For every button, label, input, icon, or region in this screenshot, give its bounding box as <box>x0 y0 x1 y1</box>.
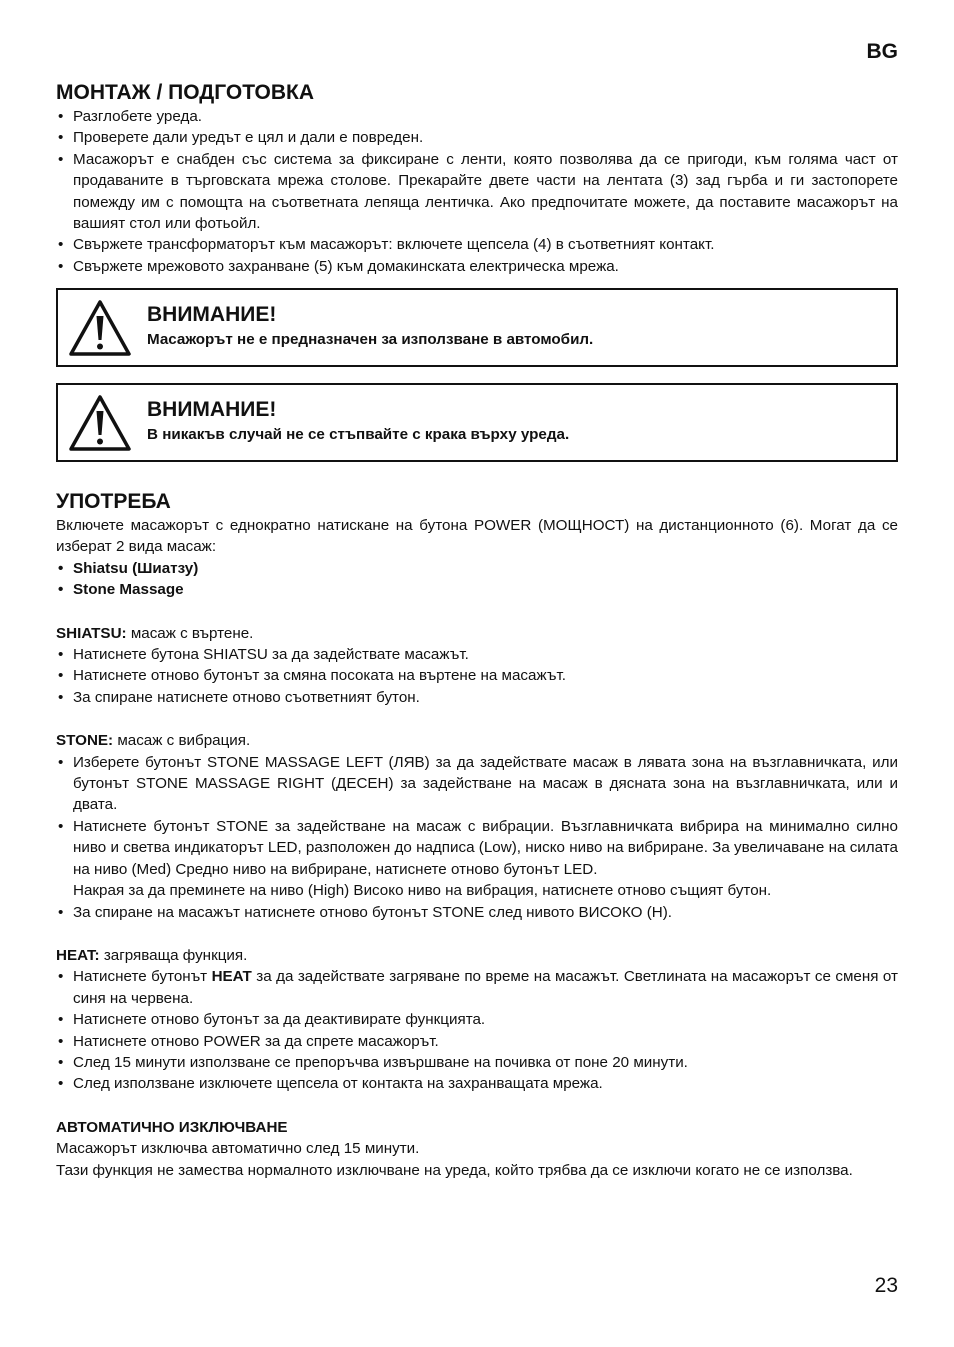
warning-box-1 <box>56 288 898 367</box>
warning-triangle-icon <box>68 298 132 358</box>
list-item: • Shiatsu (Шиатзу) <box>56 558 898 579</box>
auto-off-line: Масажорът изключва автоматично след 15 минути. <box>56 1140 420 1158</box>
list-item <box>56 966 898 1009</box>
usage-intro: Включете масажорът с еднократно натискане на бутона POWER (МОЩНОСТ) на дистанционното (6). Могат да се изберат 2 вида масаж: <box>56 517 898 556</box>
list-item: • Масажорът е снабден със система за фиксиране с ленти, която позволява да се пригоди, към голяма част от продаваните в търговската мрежа столове. Прекарайте двете части на лентата (3) зад гърба и ги застопорете помежду им с помощта на съответната лепяща лентичка. Ако предпочитате можете, да поставите масажорът на вашият стол или фотьойл. <box>56 149 898 235</box>
list-item-text: Натиснете бутонът STONE за задействане на масаж с вибрации. Възглавничката вибрира на минимално силно ниво и светва индикаторът LED, разположен до надписа (Low), ниско ниво на вибриране. За увеличаване на силата на ниво (Med) Средно ниво на вибриране, натиснете отново бутонът LED. <box>73 817 898 878</box>
assembly-list <box>56 106 898 277</box>
stone-list <box>56 752 898 923</box>
language-code: BG <box>866 40 898 63</box>
warning-triangle-icon <box>68 393 132 453</box>
warning-box-2 <box>56 383 898 462</box>
heat-label: HEAT: <box>56 946 100 964</box>
heat-heading <box>56 945 898 966</box>
massage-types-list <box>56 558 898 601</box>
heat-button-name: HEAT <box>211 968 252 986</box>
warning-text: В никакъв случай не се стъпвайте с крака върху уреда. <box>147 426 570 443</box>
warning-title: ВНИМАНИЕ! <box>147 398 277 421</box>
list-item: • Натиснете отново бутонът за да деактивирате функцията. <box>56 1009 898 1030</box>
list-item: • Свържете трансформаторът към масажорът: включете щепсела (4) в съответният контакт. <box>56 234 898 255</box>
list-item: • Натиснете отново бутонът за смяна посоката на въртене на масажът. <box>56 665 898 686</box>
stone-heading <box>56 730 898 751</box>
shiatsu-heading <box>56 623 898 644</box>
shiatsu-list <box>56 644 898 708</box>
warning-text: Масажорът не е предназначен за използване в автомобил. <box>147 331 594 348</box>
usage-title: УПОТРЕБА <box>56 490 171 513</box>
list-item-continuation: Накрая за да преминете на ниво (High) Високо ниво на вибрация, натиснете отново същият бутон. <box>73 882 772 900</box>
list-item <box>56 816 898 902</box>
list-item: • Разглобете уреда. <box>56 106 898 127</box>
page-number: 23 <box>874 1274 898 1297</box>
list-item: • За спиране натиснете отново съответният бутон. <box>56 687 898 708</box>
heat-list <box>56 966 898 1094</box>
list-item: • Свържете мрежовото захранване (5) към домакинската електрическа мрежа. <box>56 256 898 277</box>
auto-off-line: Тази функция не замества нормалното изключване на уреда, който трябва да се изключи когато не се използва. <box>56 1161 853 1179</box>
stone-desc: масаж с вибрация. <box>113 732 251 750</box>
warning-title: ВНИМАНИЕ! <box>147 303 277 326</box>
list-item: • За спиране на масажът натиснете отново бутонът STONE след нивото ВИСОКО (H). <box>56 902 898 923</box>
heat-desc: загряваща функция. <box>99 946 248 964</box>
stone-label: STONE: <box>56 732 114 750</box>
list-item-text: за да задействате загряване по време на масажът. Светлината на масажорът се сменя от синя на червена. <box>73 968 898 1007</box>
list-item: • Натиснете бутона SHIATSU за да задействате масажът. <box>56 644 898 665</box>
list-item: • Изберете бутонът STONE MASSAGE LEFT (ЛЯВ) за да задействате масаж в лявата зона на възглавничката, или бутонът STONE MASSAGE RIGHT (ДЕСЕН) за задействане на масаж в дясната зона на възглавничката, или и двата. <box>56 752 898 816</box>
list-item: • След 15 минути използване се препоръчва извършване на почивка от поне 20 минути. <box>56 1052 898 1073</box>
list-item-text: Натиснете бутонът <box>73 968 212 986</box>
list-item: • Натиснете отново POWER за да спрете масажорът. <box>56 1031 898 1052</box>
assembly-section <box>56 80 898 277</box>
assembly-title: МОНТАЖ / ПОДГОТОВКА <box>56 81 315 104</box>
list-item: • Stone Massage <box>56 579 898 600</box>
usage-section <box>56 489 898 1181</box>
list-item: • След използване изключете щепсела от контакта на захранващата мрежа. <box>56 1073 898 1094</box>
list-item: • Проверете дали уредът е цял и дали е повреден. <box>56 127 898 148</box>
shiatsu-label: SHIATSU: <box>56 624 127 642</box>
auto-off-title: АВТОМАТИЧНО ИЗКЛЮЧВАНЕ <box>56 1118 288 1136</box>
shiatsu-desc: масаж с въртене. <box>126 624 254 642</box>
